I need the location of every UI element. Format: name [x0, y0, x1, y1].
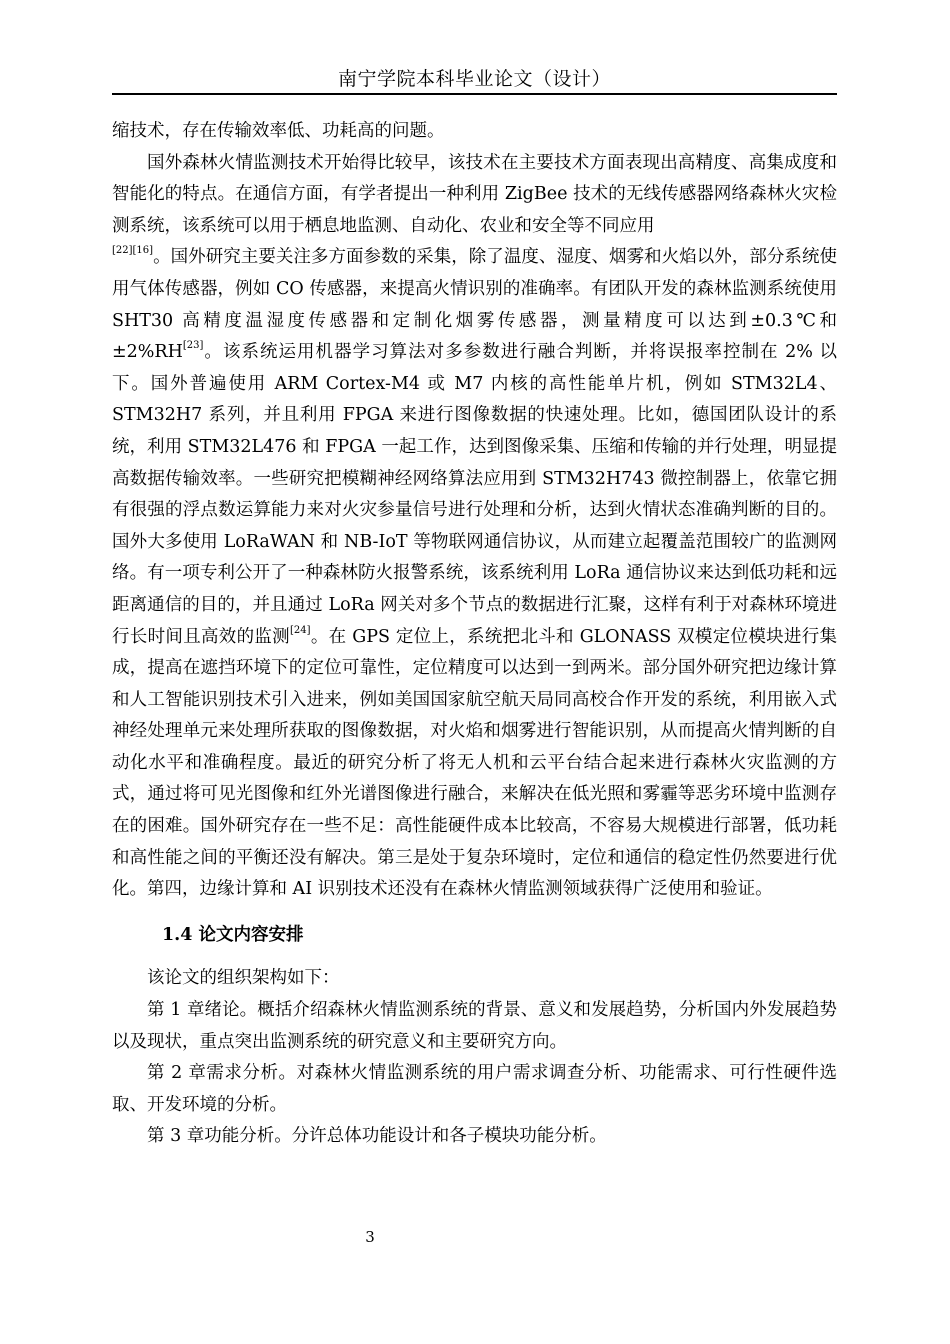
paragraph-chapter-1: 第 1 章绪论。概括介绍森林火情监测系统的背景、意义和发展趋势，分析国内外发展趋势以及现状，重点突出监测系统的研究意义和主要研究方向。: [112, 1000, 837, 1052]
paragraph-chapter-2: 第 2 章需求分析。对森林火情监测系统的用户需求调查分析、功能需求、可行性硬件选取、开发环境的分析。: [112, 1063, 837, 1115]
citation: [22][16]: [112, 245, 154, 257]
citation: [24]: [289, 624, 311, 636]
text-run: 。该系统运用机器学习算法对多参数进行融合判断，并将误报率控制在 2% 以下。国外普遍使用 ARM Cortex-M4 或 M7 内核的高性能单片机，例如 STM32L4、STM32H7 系列，并且利用 FPGA 来进行图像数据的快速处理。比如，德国团队设计的系统，利用 STM32L476 和 FPGA 一起工作，达到图像采集、压缩和传输的并行处理，明显提高数据传输效率。一些研究把模糊神经网络算法应用到 STM32H743 微控制器上，依靠它拥有很强的浮点数运算能力来对火灾参量信号进行处理和分析，达到火情状态准确判断的目的。国外大多使用 LoRaWAN 和 NB-IoT 等物联网通信协议，从而建立起覆盖范围较广的监测网络。有一项专利公开了一种森林防火报警系统，该系统利用 LoRa 通信协议来达到低功耗和远距离通信的目的，并且通过 LoRa 网关对多个节点的数据进行汇聚，这样有利于对森林环境进行长时间且高效的监测: [112, 342, 837, 647]
running-header: 南宁学院本科毕业论文（设计）: [337, 68, 611, 90]
paragraph-foreign-research: [112, 148, 837, 906]
paragraph-outline-intro: 该论文的组织架构如下：: [147, 968, 340, 989]
section-heading: 1.4 论文内容安排: [162, 924, 304, 945]
paragraph-continuation: 缩技术，存在传输效率低、功耗高的问题。: [112, 121, 445, 141]
body-text: [112, 116, 837, 1153]
page-number: 3: [365, 1228, 375, 1246]
text-run: 国外森林火情监测技术开始得比较早，该技术在主要技术方面表现出高精度、高集成度和智能化的特点。在通信方面，有学者提出一种利用 ZigBee 技术的无线传感器网络森林火灾检测系统，该系统可以用于栖息地监测、自动化、农业和安全等不同应用: [112, 152, 837, 236]
text-run: 。国外研究主要关注多方面参数的采集，除了温度、湿度、烟雾和火焰以外，部分系统使用气体传感器，例如 CO 传感器，来提高火情识别的准确率。有团队开发的森林监测系统使用 SHT30 高精度温湿度传感器和定制化烟雾传感器，测量精度可以达到±0.3℃和±2%RH: [112, 247, 837, 363]
header-rule: [112, 93, 837, 95]
paragraph-chapter-3: 第 3 章功能分析。分许总体功能设计和各子模块功能分析。: [147, 1126, 607, 1147]
text-run: 。在 GPS 定位上，系统把北斗和 GLONASS 双模定位模块进行集成，提高在遮挡环境下的定位可靠性，定位精度可以达到一到两米。部分国外研究把边缘计算和人工智能识别技术引入进来，例如美国国家航空航天局同高校合作开发的系统，利用嵌入式神经处理单元来处理所获取的图像数据，对火焰和烟雾进行智能识别，从而提高火情判断的自动化水平和准确程度。最近的研究分析了将无人机和云平台结合起来进行森林火灾监测的方式，通过将可见光图像和红外光谱图像进行融合，来解决在低光照和雾霾等恶劣环境中监测存在的困难。国外研究存在一些不足：高性能硬件成本比较高，不容易大规模进行部署，低功耗和高性能之间的平衡还没有解决。第三是处于复杂环境时，定位和通信的稳定性仍然要进行优化。第四，边缘计算和 AI 识别技术还没有在森林火情监测领域获得广泛使用和验证。: [112, 626, 838, 900]
citation: [23]: [182, 340, 204, 352]
